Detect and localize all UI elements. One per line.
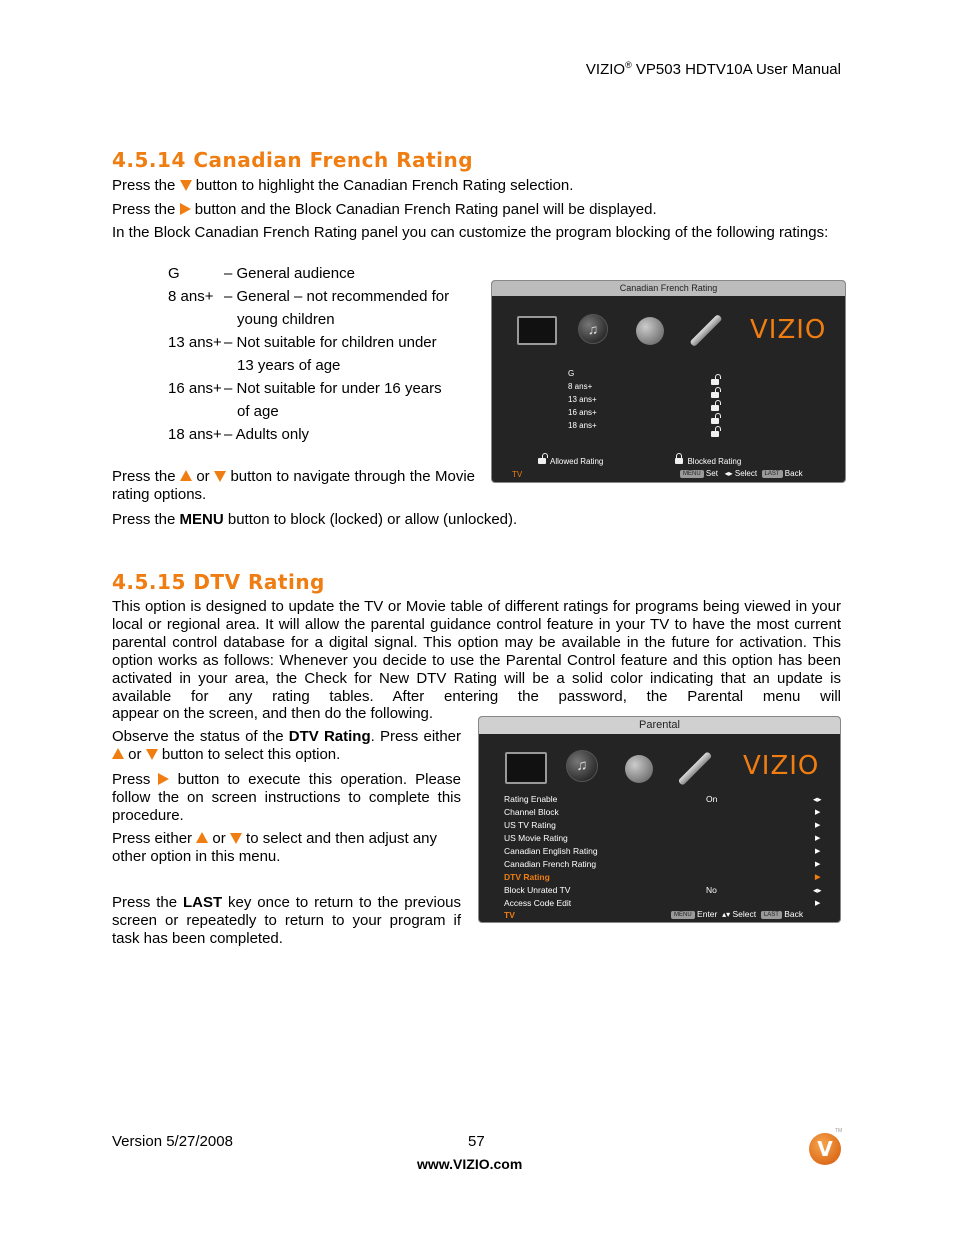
rating-row: 18 ans+ – Adults only [168,426,310,443]
section-title-canadian-french: 4.5.14 Canadian French Rating [112,148,474,172]
panel-title: Parental [479,717,840,734]
lock-icon[interactable] [711,424,719,441]
paragraph: Press the or button to navigate through the Movie rating options. [112,468,475,503]
music-note-icon: ♫ [566,750,598,782]
left-right-icon: ◂▸ [813,885,822,895]
tv-icon [517,316,557,345]
up-arrow-icon [180,470,192,481]
wrench-icon [689,314,722,347]
rating-row: G – General audience [168,265,355,282]
menu-item[interactable]: 18 ans+ [568,421,597,430]
menu-key: MENU [671,911,695,919]
footer-url[interactable]: www.VIZIO.com [417,1156,523,1172]
right-arrow-icon: ▶ [815,835,821,842]
rating-row: 16 ans+ – Not suitable for under 16 years [168,380,442,397]
right-arrow-icon: ▶ [815,874,821,881]
last-key: LAST [762,470,783,478]
paragraph: Press the button and the Block Canadian French Rating panel will be displayed. [112,201,657,218]
rating-menu [568,367,597,432]
paragraph: Press button to execute this operation. Please follow the on screen instructions to complete this procedure. [112,771,461,824]
panel-hint-bar: MENU Set ◂▸ Select LAST Back [680,469,803,478]
music-note-icon: ♫ [578,314,608,344]
paragraph: appear on the screen, and then do the following. [112,705,434,722]
vizio-logo: VIZIO [743,751,820,781]
menu-key: MENU [680,470,704,478]
page-number: 57 [468,1133,485,1150]
right-arrow-icon [158,773,169,785]
down-arrow-icon [180,180,192,191]
up-arrow-icon [112,748,124,759]
parental-panel [478,716,841,923]
canadian-french-rating-panel [491,280,846,483]
last-key: LAST [761,911,782,919]
left-right-icon: ◂▸ [813,794,822,804]
right-arrow-icon: ▶ [815,809,821,816]
right-arrow-icon: ▶ [815,848,821,855]
right-arrow-icon: ▶ [815,822,821,829]
input-source: TV [504,910,515,920]
menu-item[interactable]: 8 ans+ [568,382,593,391]
globe-icon [636,317,664,345]
paragraph: Press the MENU button to block (locked) or allow (unlocked). [112,511,518,528]
menu-item-canadian-french-rating[interactable]: Canadian French Rating ▶ [504,859,821,869]
version-text: Version 5/27/2008 [112,1133,233,1150]
down-arrow-icon [214,471,226,482]
menu-item-canadian-english-rating[interactable]: Canadian English Rating ▶ [504,846,821,856]
globe-icon [625,755,653,783]
rating-row: of age [237,403,279,420]
blocked-legend: Blocked Rating [675,457,741,466]
input-source: TV [512,470,523,479]
up-arrow-icon [196,832,208,843]
left-right-icon: ◂▸ [724,469,733,478]
vizio-v-logo: V [809,1133,841,1165]
menu-item-us-tv-rating[interactable]: US TV Rating ▶ [504,820,821,830]
unlock-icon [538,458,546,464]
rating-row: young children [237,311,335,328]
lock-icon [675,458,683,464]
allowed-legend: Allowed Rating [538,457,603,466]
menu-item-us-movie-rating[interactable]: US Movie Rating ▶ [504,833,821,843]
menu-item[interactable]: 16 ans+ [568,408,597,417]
vizio-logo: VIZIO [750,315,827,345]
menu-item[interactable]: G [568,369,575,378]
panel-hint-bar: MENU Enter ▴▾ Select LAST Back [671,909,803,919]
menu-item-rating-enable[interactable]: Rating Enable On ◂▸ [504,794,822,804]
rating-row: 13 ans+ – Not suitable for children under [168,334,437,351]
tv-icon [505,752,547,784]
panel-title: Canadian French Rating [492,281,845,296]
paragraph: Observe the status of the DTV Rating. Press either or button to select this option. [112,728,461,763]
down-arrow-icon [230,833,242,844]
parental-menu [504,793,826,910]
wrench-icon [678,751,713,786]
section-title-dtv-rating: 4.5.15 DTV Rating [112,570,325,594]
right-arrow-icon: ▶ [815,900,821,907]
rating-row: 8 ans+ – General – not recommended for [168,288,450,305]
menu-item-access-code-edit[interactable]: Access Code Edit ▶ [504,898,821,908]
paragraph: In the Block Canadian French Rating panel you can customize the program blocking of the following ratings: [112,224,829,241]
menu-item-channel-block[interactable]: Channel Block ▶ [504,807,821,817]
up-down-icon: ▴▾ [722,910,731,919]
paragraph: This option is designed to update the TV or Movie table of different ratings for programs being viewed in your local or regional area. It will allow the parental guidance control feature in your TV to have the most current parental control database for a digital signal. This option may be available in the future for activation. This option works as follows: Whenever you decide to use the Parental Control feature and this option has been activated in your area, the Check for New DTV Rating will be a solid color indicating that an update is available for any rating tables. After entering the password, the Parental menu will [112,598,841,705]
rating-row: 13 years of age [237,357,341,374]
menu-item-block-unrated-tv[interactable]: Block Unrated TV No ◂▸ [504,885,822,895]
paragraph: Press the button to highlight the Canadian French Rating selection. [112,177,574,194]
menu-item[interactable]: 13 ans+ [568,395,597,404]
down-arrow-icon [146,749,158,760]
menu-item-dtv-rating[interactable]: DTV Rating ▶ [504,872,821,882]
trademark: TM [835,1128,843,1134]
paragraph: Press the LAST key once to return to the previous screen or repeatedly to return to your program if task has been completed. [112,894,462,947]
right-arrow-icon [180,203,191,215]
right-arrow-icon: ▶ [815,861,821,868]
document-header: VIZIO® VP503 HDTV10A User Manual [585,60,841,78]
paragraph: Press either or to select and then adjust any other option in this menu. [112,830,438,865]
ratings-list [168,262,478,446]
